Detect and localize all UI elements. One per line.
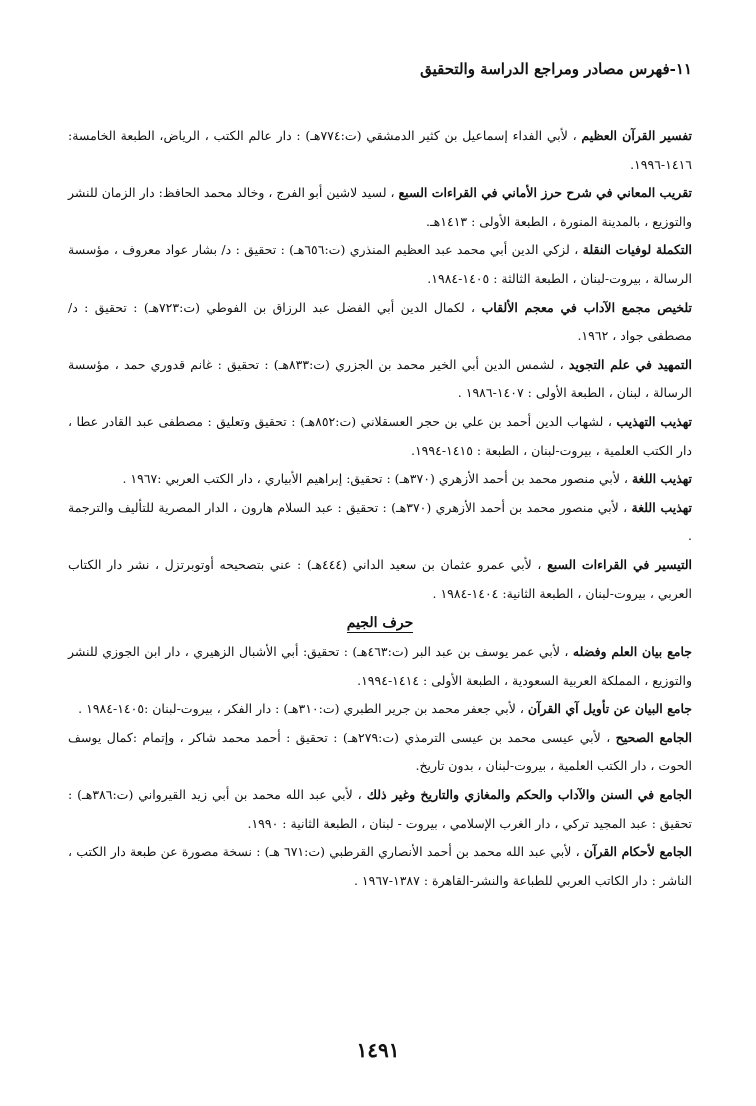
bibliography-entry [68,695,692,724]
entry-details: ، لأبي الفداء إسماعيل بن كثير الدمشقي (ت:٧٧٤هـ) : دار عالم الكتب ، الرياض، الطبعة الخامسة: ١٤١٦-١٩٩٦. [68,128,692,172]
entry-details: ، لأبي عبد الله محمد بن أبي زيد القيرواني (ت:٣٨٦هـ) : تحقيق : عبد المجيد تركي ، دار الغرب الإسلامي ، بيروت - لبنان ، الطبعة الثانية : ١٩٩٠. [68,787,692,831]
bibliography-entry [68,781,692,838]
running-head: ١١-فهرس مصادر ومراجع الدراسة والتحقيق [420,60,692,78]
entry-title: تلخيص مجمع الآداب في معجم الألقاب [481,299,692,315]
entry-title: جامع بيان العلم وفضله [572,644,692,660]
entry-title: التيسير في القراءات السبع [547,556,693,572]
bibliography-entry [68,724,692,781]
bibliography-entry [68,465,692,494]
bibliography-entry [68,351,692,408]
bibliography-entry [68,638,692,695]
bibliography-entry [68,494,692,551]
entry-title: تهذيب اللغة [631,471,692,487]
entry-details: ، لأبي عمرو عثمان بن سعيد الداني (٤٤٤هـ) : عني بتصحيحه أوتوبرتزل ، نشر دار الكتاب العربي ، بيروت-لبنان ، الطبعة الثانية: ١٤٠٤-١٩٨٤ . [68,556,692,601]
bibliography-entry [68,122,692,179]
bibliography-entry [68,179,692,236]
bibliography-entry [68,236,692,293]
entry-details: ، لشمس الدين أبي الخير محمد بن الجزري (ت:٨٣٣هـ) : تحقيق : غانم قدوري حمد ، مؤسسة الرسالة ، لبنان ، الطبعة الأولى : ١٤٠٧-١٩٨٦ . [68,356,692,401]
bibliography-list [68,122,692,895]
entry-title: تهذيب التهذيب [616,413,692,429]
entry-details: ، لسيد لاشين أبو الفرج ، وخالد محمد الحافظ: دار الزمان للنشر والتوزيع ، بالمدينة المنورة ، الطبعة الأولى : ١٤١٣هـ. [68,185,692,229]
entry-details: ، لأبي جعفر محمد بن جرير الطبري (ت:٣١٠هـ) : دار الفكر ، بيروت-لبنان :١٤٠٥-١٩٨٤ . [78,701,528,717]
entry-title: جامع البيان عن تأويل آي القرآن [527,701,692,717]
bibliography-entry [68,838,692,895]
bibliography-entry [68,408,692,465]
entry-details: ، لأبي عمر يوسف بن عبد البر (ت:٤٦٣هـ) : تحقيق: أبي الأشبال الزهيري ، دار ابن الجوزي للنشر والتوزيع ، المملكة العربية السعودية ، الطبعة الأولى : ١٤١٤-١٩٩٤. [68,644,692,688]
entry-title: التكملة لوفيات النقلة [582,242,692,258]
page-number: ١٤٩١ [356,1038,400,1062]
entry-details: ، لأبي منصور محمد بن أحمد الأزهري (٣٧٠هـ) : تحقيق: إبراهيم الأبياري ، دار الكتب العربي :١٩٦٧ . [122,471,632,487]
bibliography-entry [68,294,692,351]
entry-title: تهذيب اللغة [631,499,692,515]
entry-title: التمهيد في علم التجويد [568,356,692,372]
bibliography-entry [68,551,692,608]
entry-title: الجامع في السنن والآداب والحكم والمغازي والتاريخ وغير ذلك [366,787,692,803]
section-heading-text: حرف الجيم [346,615,414,632]
entry-title: الجامع الصحيح [615,729,693,745]
entry-details: ، لأبي منصور محمد بن أحمد الأزهري (٣٧٠هـ) : تحقيق : عبد السلام هارون ، الدار المصرية للتأليف والترجمة . [68,499,692,544]
entry-details: ، لزكي الدين أبي محمد عبد العظيم المنذري (ت:٦٥٦هـ) : تحقيق : د/ بشار عواد معروف ، مؤسسة الرسالة ، بيروت-لبنان ، الطبعة الثالثة : ١٤٠٥-١٩٨٤. [68,242,692,286]
section-heading [68,608,692,638]
entry-details: ، لأبي عبد الله محمد بن أحمد الأنصاري القرطبي (ت:٦٧١ هـ) : نسخة مصورة عن طبعة دار الكتب ، الناشر : دار الكاتب العربي للطباعة والنشر-القاهرة : ١٣٨٧-١٩٦٧ . [68,844,692,888]
entry-details: ، لكمال الدين أبي الفضل عبد الرزاق بن الفوطي (ت:٧٢٣هـ) : تحقيق : د/ مصطفى جواد ، ١٩٦٢. [68,299,692,344]
entry-title: تفسير القرآن العظيم [581,128,693,143]
entry-title: الجامع لأحكام القرآن [583,844,692,860]
entry-title: تقريب المعاني في شرح حرز الأماني في القراءات السبع [398,185,692,201]
entry-details: ، لشهاب الدين أحمد بن علي بن حجر العسقلاني (ت:٨٥٢هـ) : تحقيق وتعليق : مصطفى عبد القادر عطا ، دار الكتب العلمية ، بيروت-لبنان ، الطبعة : ١٤١٥-١٩٩٤. [68,413,692,458]
entry-details: ، لأبي عيسى محمد بن عيسى الترمذي (ت:٢٧٩هـ) : تحقيق : أحمد محمد شاكر ، وإتمام :كمال يوسف الحوت ، دار الكتب العلمية ، بيروت-لبنان ، بدون تاريخ. [68,729,692,774]
